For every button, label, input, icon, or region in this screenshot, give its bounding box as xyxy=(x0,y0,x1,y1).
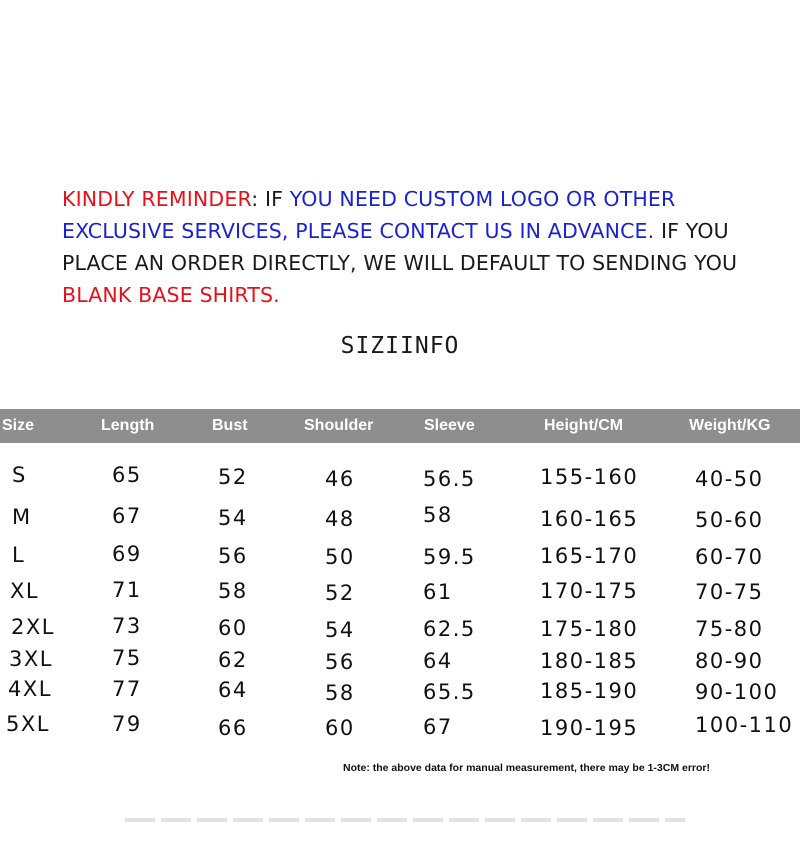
cell-weight: 40-50 xyxy=(695,467,764,491)
cell-bust: 52 xyxy=(218,465,248,489)
cell-sleeve: 67 xyxy=(423,715,453,739)
cell-bust: 58 xyxy=(218,579,248,603)
cell-size: XL xyxy=(10,579,40,603)
header-size: Size xyxy=(2,417,35,434)
cell-sleeve: 65.5 xyxy=(423,680,476,704)
cell-length: 75 xyxy=(112,646,142,670)
cell-weight: 90-100 xyxy=(695,680,779,704)
cell-length: 65 xyxy=(112,463,142,487)
cell-size: 3XL xyxy=(9,647,53,671)
cell-weight: 75-80 xyxy=(695,617,764,641)
kindly-reminder xyxy=(62,183,762,311)
default-order-text: IF YOU PLACE AN ORDER DIRECTLY, WE WILL DEFAULT TO SENDING YOU xyxy=(62,219,738,275)
cell-length: 77 xyxy=(112,677,142,701)
measurement-note: Note: the above data for manual measurement, there may be 1-3CM error! xyxy=(343,762,711,774)
size-info-title: SIZIINFO xyxy=(340,333,460,359)
cell-size: 4XL xyxy=(8,677,52,701)
cell-weight: 100-110 xyxy=(695,713,794,737)
cell-size: M xyxy=(12,505,32,529)
header-bust: Bust xyxy=(212,417,248,434)
cell-height: 160-165 xyxy=(540,507,639,531)
cell-sleeve: 61 xyxy=(423,580,453,604)
cell-size: 5XL xyxy=(6,712,50,736)
cell-shoulder: 60 xyxy=(325,716,355,740)
cell-height: 170-175 xyxy=(540,579,639,603)
cell-shoulder: 52 xyxy=(325,581,355,605)
cell-bust: 54 xyxy=(218,506,248,530)
cell-shoulder: 56 xyxy=(325,650,355,674)
header-weight: Weight/KG xyxy=(689,417,771,434)
cell-shoulder: 50 xyxy=(325,545,355,569)
cell-weight: 70-75 xyxy=(695,580,764,604)
faint-text-line xyxy=(125,818,685,822)
cell-weight: 60-70 xyxy=(695,545,764,569)
cell-height: 180-185 xyxy=(540,649,639,673)
cell-bust: 66 xyxy=(218,716,248,740)
cell-bust: 62 xyxy=(218,648,248,672)
header-sleeve: Sleeve xyxy=(424,417,475,434)
size-table-header xyxy=(0,409,800,443)
cell-weight: 50-60 xyxy=(695,508,764,532)
header-height: Height/CM xyxy=(544,417,624,434)
header-length: Length xyxy=(101,417,155,434)
cell-shoulder: 54 xyxy=(325,618,355,642)
cell-height: 175-180 xyxy=(540,617,639,641)
cell-sleeve: 56.5 xyxy=(423,467,476,491)
reminder-label: KINDLY REMINDER xyxy=(62,187,252,211)
cell-bust: 64 xyxy=(218,678,248,702)
cell-length: 69 xyxy=(112,542,142,566)
cell-height: 190-195 xyxy=(540,716,639,740)
cell-sleeve: 64 xyxy=(423,649,453,673)
cell-length: 79 xyxy=(112,712,142,736)
reminder-sep: : IF xyxy=(251,187,290,211)
cell-sleeve: 62.5 xyxy=(423,617,476,641)
custom-service-text: YOU NEED CUSTOM LOGO OR OTHER EXCLUSIVE SERVICES, PLEASE CONTACT US IN ADVANCE. xyxy=(62,187,676,243)
cell-height: 155-160 xyxy=(540,465,639,489)
cell-size: 2XL xyxy=(11,615,55,639)
cell-length: 67 xyxy=(112,504,142,528)
cell-weight: 80-90 xyxy=(695,649,764,673)
header-shoulder: Shoulder xyxy=(304,417,374,434)
cell-sleeve: 58 xyxy=(423,503,453,527)
cell-bust: 56 xyxy=(218,544,248,568)
cell-bust: 60 xyxy=(218,616,248,640)
cell-shoulder: 48 xyxy=(325,507,355,531)
blank-shirts-text: BLANK BASE SHIRTS. xyxy=(62,283,280,307)
cell-shoulder: 58 xyxy=(325,681,355,705)
cell-size: L xyxy=(12,543,26,567)
cell-height: 165-170 xyxy=(540,544,639,568)
cell-height: 185-190 xyxy=(540,679,639,703)
cell-size: S xyxy=(12,463,27,487)
cell-length: 71 xyxy=(112,578,142,602)
cell-sleeve: 59.5 xyxy=(423,545,476,569)
cell-length: 73 xyxy=(112,614,142,638)
cell-shoulder: 46 xyxy=(325,467,355,491)
